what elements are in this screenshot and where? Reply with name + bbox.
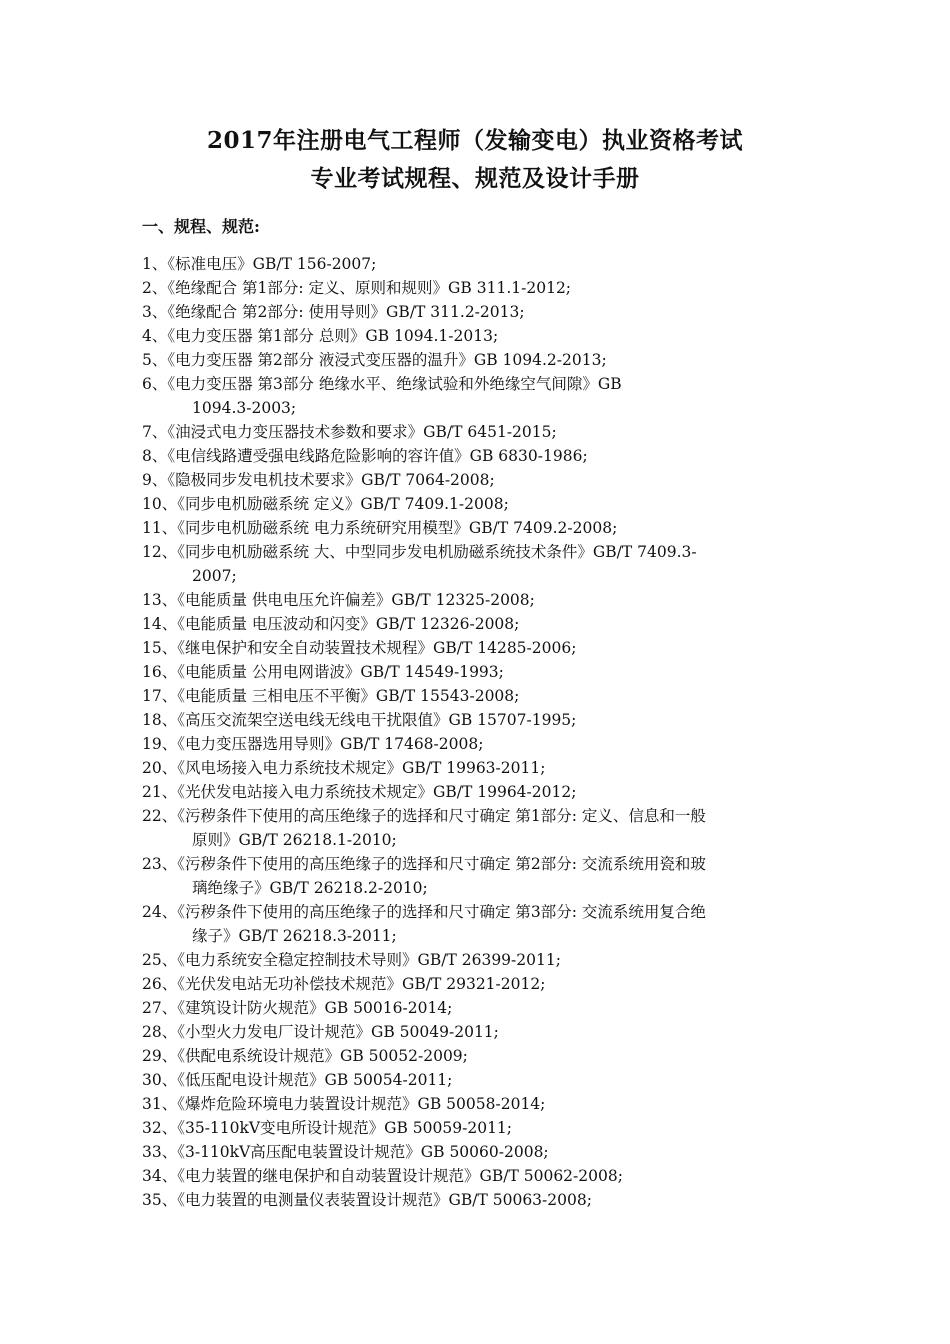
- standards-list: [142, 252, 852, 1212]
- list-item: [142, 540, 852, 588]
- list-item-text: 33、《3-110kV高压配电装置设计规范》GB 50060-2008;: [142, 1143, 549, 1161]
- list-item: [142, 612, 852, 636]
- list-item-text: 22、《污秽条件下使用的高压绝缘子的选择和尺寸确定 第1部分: 定义、信息和一般: [142, 807, 706, 825]
- section-heading: 一、规程、规范:: [142, 217, 260, 236]
- list-item: [142, 900, 852, 948]
- list-item: [142, 420, 852, 444]
- list-item: [142, 492, 852, 516]
- list-item: [142, 660, 852, 684]
- list-item: [142, 996, 852, 1020]
- list-item-text: 18、《高压交流架空送电线无线电干扰限值》GB 15707-1995;: [142, 711, 577, 729]
- list-item-text: 11、《同步电机励磁系统 电力系统研究用模型》GB/T 7409.2-2008;: [142, 519, 618, 537]
- list-item: [142, 1140, 852, 1164]
- list-item: [142, 1092, 852, 1116]
- list-item-text: 10、《同步电机励磁系统 定义》GB/T 7409.1-2008;: [142, 495, 509, 513]
- list-item-text: 32、《35-110kV变电所设计规范》GB 50059-2011;: [142, 1119, 513, 1137]
- list-item-text: 34、《电力装置的继电保护和自动装置设计规范》GB/T 50062-2008;: [142, 1167, 623, 1185]
- list-item: [142, 852, 852, 900]
- list-item: [142, 708, 852, 732]
- list-item-text: 28、《小型火力发电厂设计规范》GB 50049-2011;: [142, 1023, 499, 1041]
- list-item-text: 23、《污秽条件下使用的高压绝缘子的选择和尺寸确定 第2部分: 交流系统用瓷和玻: [142, 855, 706, 873]
- list-item-text: 19、《电力变压器选用导则》GB/T 17468-2008;: [142, 735, 484, 753]
- list-item: [142, 468, 852, 492]
- list-item: [142, 732, 852, 756]
- list-item: [142, 348, 852, 372]
- document-title-line2: 专业考试规程、规范及设计手册: [310, 165, 640, 192]
- list-item-text: 3、《绝缘配合 第2部分: 使用导则》GB/T 311.2-2013;: [142, 303, 525, 321]
- list-item-text: 12、《同步电机励磁系统 大、中型同步发电机励磁系统技术条件》GB/T 7409.3-: [142, 543, 697, 561]
- list-item-text: 4、《电力变压器 第1部分 总则》GB 1094.1-2013;: [142, 327, 499, 345]
- list-item: [142, 444, 852, 468]
- list-item-text: 35、《电力装置的电测量仪表装置设计规范》GB/T 50063-2008;: [142, 1191, 592, 1209]
- list-item: [142, 780, 852, 804]
- list-item-text: 9、《隐极同步发电机技术要求》GB/T 7064-2008;: [142, 471, 495, 489]
- list-item-text: 21、《光伏发电站接入电力系统技术规定》GB/T 19964-2012;: [142, 783, 577, 801]
- list-item-text: 25、《电力系统安全稳定控制技术导则》GB/T 26399-2011;: [142, 951, 561, 969]
- list-item-text: 20、《风电场接入电力系统技术规定》GB/T 19963-2011;: [142, 759, 546, 777]
- list-item: [142, 588, 852, 612]
- list-item-continuation: 缘子》GB/T 26218.3-2011;: [192, 927, 397, 945]
- list-item-text: 8、《电信线路遭受强电线路危险影响的容许值》GB 6830-1986;: [142, 447, 588, 465]
- list-item-text: 13、《电能质量 供电电压允许偏差》GB/T 12325-2008;: [142, 591, 535, 609]
- document-title-line1: 2017年注册电气工程师（发输变电）执业资格考试: [206, 127, 743, 154]
- list-item-continuation: 1094.3-2003;: [192, 399, 297, 417]
- list-item-text: 5、《电力变压器 第2部分 液浸式变压器的温升》GB 1094.2-2013;: [142, 351, 607, 369]
- list-item-text: 29、《供配电系统设计规范》GB 50052-2009;: [142, 1047, 468, 1065]
- list-item: [142, 1068, 852, 1092]
- list-item: [142, 1020, 852, 1044]
- list-item: [142, 1044, 852, 1068]
- list-item-text: 31、《爆炸危险环境电力装置设计规范》GB 50058-2014;: [142, 1095, 546, 1113]
- list-item-text: 14、《电能质量 电压波动和闪变》GB/T 12326-2008;: [142, 615, 520, 633]
- list-item: [142, 684, 852, 708]
- list-item: [142, 948, 852, 972]
- list-item-text: 15、《继电保护和安全自动装置技术规程》GB/T 14285-2006;: [142, 639, 577, 657]
- list-item-text: 7、《油浸式电力变压器技术参数和要求》GB/T 6451-2015;: [142, 423, 557, 441]
- list-item-text: 27、《建筑设计防火规范》GB 50016-2014;: [142, 999, 453, 1017]
- list-item-text: 17、《电能质量 三相电压不平衡》GB/T 15543-2008;: [142, 687, 520, 705]
- list-item: [142, 372, 852, 420]
- list-item-continuation: 2007;: [192, 567, 237, 585]
- list-item-text: 30、《低压配电设计规范》GB 50054-2011;: [142, 1071, 453, 1089]
- list-item-text: 16、《电能质量 公用电网谐波》GB/T 14549-1993;: [142, 663, 504, 681]
- list-item: [142, 252, 852, 276]
- list-item: [142, 516, 852, 540]
- list-item: [142, 300, 852, 324]
- list-item: [142, 972, 852, 996]
- list-item-text: 6、《电力变压器 第3部分 绝缘水平、绝缘试验和外绝缘空气间隙》GB: [142, 375, 622, 393]
- list-item-text: 1、《标准电压》GB/T 156-2007;: [142, 255, 377, 273]
- list-item-text: 26、《光伏发电站无功补偿技术规范》GB/T 29321-2012;: [142, 975, 546, 993]
- list-item-continuation: 璃绝缘子》GB/T 26218.2-2010;: [192, 879, 428, 897]
- list-item: [142, 1116, 852, 1140]
- list-item: [142, 804, 852, 852]
- list-item-text: 2、《绝缘配合 第1部分: 定义、原则和规则》GB 311.1-2012;: [142, 279, 572, 297]
- list-item: [142, 1188, 852, 1212]
- list-item: [142, 276, 852, 300]
- list-item: [142, 636, 852, 660]
- list-item-text: 24、《污秽条件下使用的高压绝缘子的选择和尺寸确定 第3部分: 交流系统用复合绝: [142, 903, 706, 921]
- list-item: [142, 324, 852, 348]
- list-item: [142, 1164, 852, 1188]
- list-item: [142, 756, 852, 780]
- list-item-continuation: 原则》GB/T 26218.1-2010;: [192, 831, 397, 849]
